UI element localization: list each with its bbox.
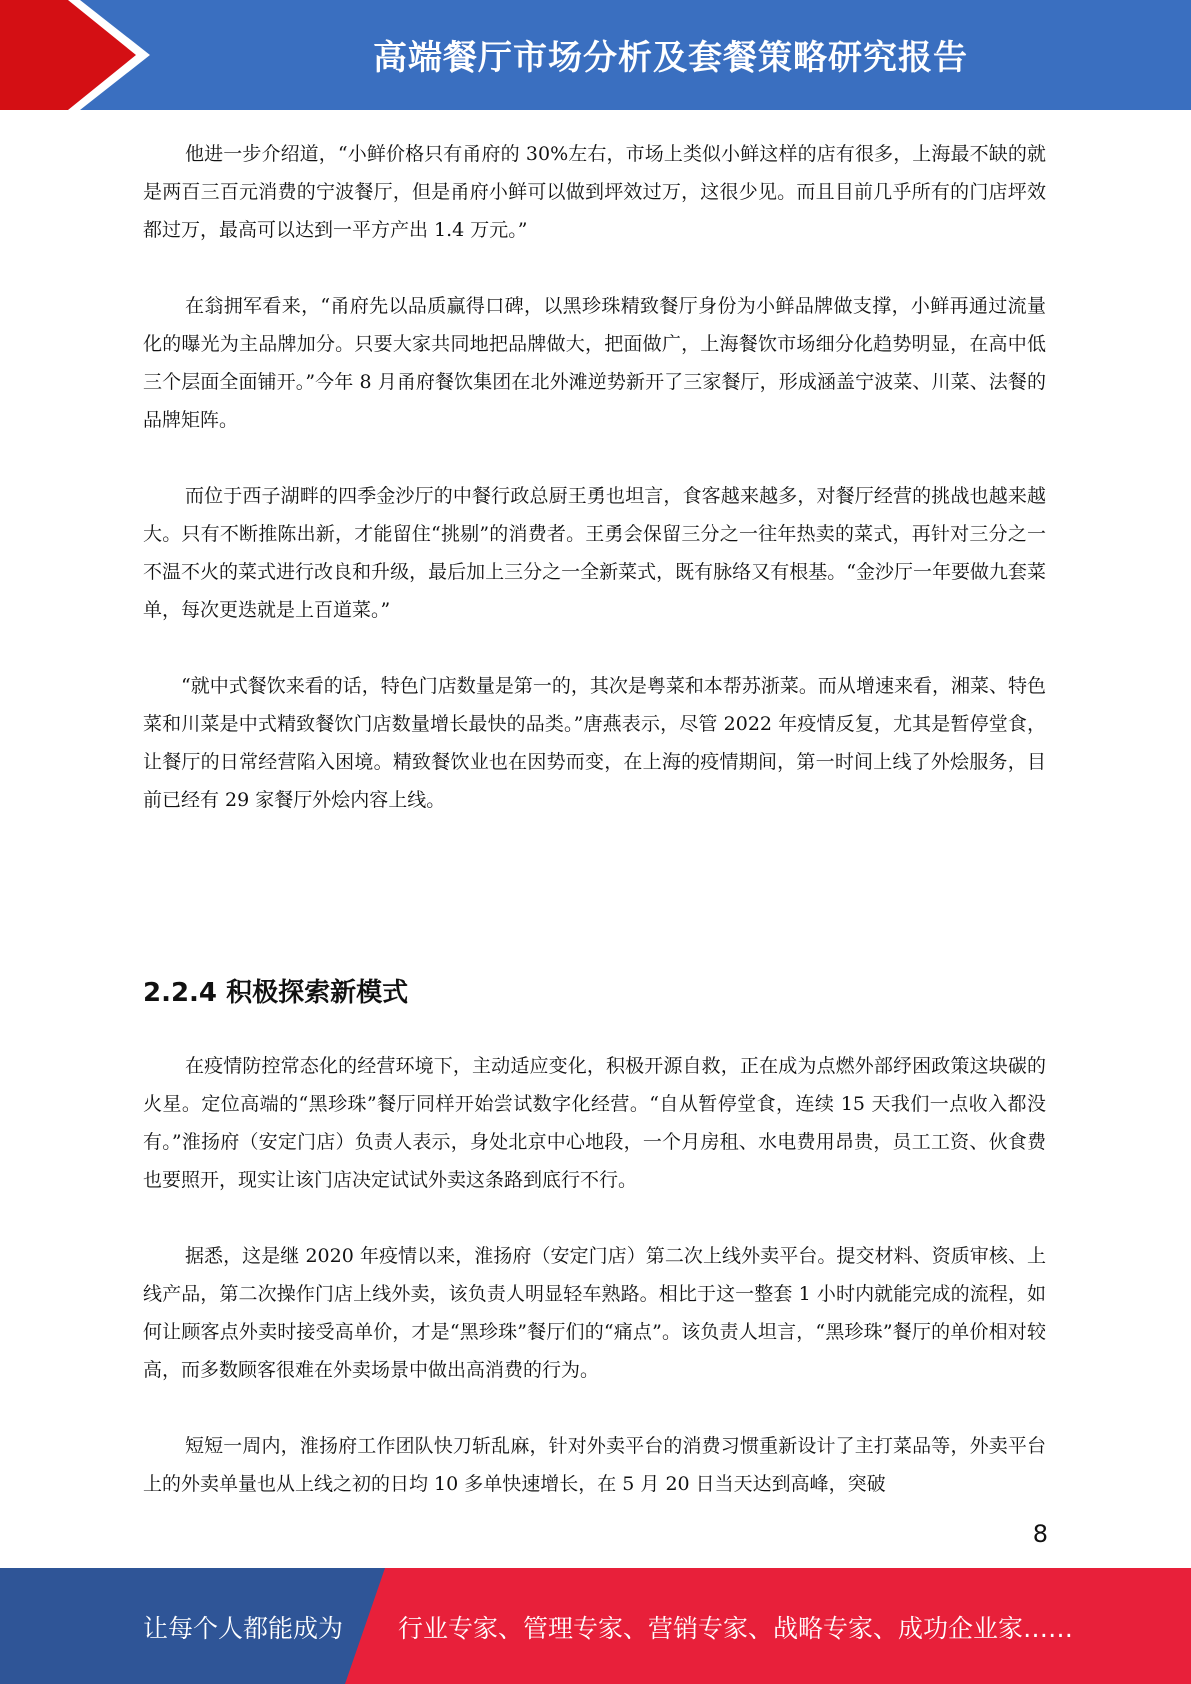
- paragraph: 他进一步介绍道，“小鲜价格只有甬府的 30%左右，市场上类似小鲜这样的店有很多，上海最不缺的就是两百三百元消费的宁波餐厅，但是甬府小鲜可以做到坪效过万，这很少见。而且目前几乎所有的门店坪效都过万，最高可以达到一平方产出 1.4 万元。”: [143, 143, 1046, 241]
- body-top: [143, 135, 1046, 819]
- page-number: 8: [1032, 1520, 1048, 1548]
- paragraph: 在翁拥军看来，“甬府先以品质赢得口碑，以黑珍珠精致餐厅身份为小鲜品牌做支撑，小鲜再通过流量化的曝光为主品牌加分。只要大家共同地把品牌做大，把面做广，上海餐饮市场细分化趋势明显，在高中低三个层面全面铺开。”今年 8 月甬府餐饮集团在北外滩逆势新开了三家餐厅，形成涵盖宁波菜、川菜、法餐的品牌矩阵。: [143, 295, 1046, 431]
- footer-slogan-right: 行业专家、管理专家、营销专家、战略专家、成功企业家……: [398, 1614, 1074, 1643]
- section-heading: 2.2.4 积极探索新模式: [143, 978, 409, 1008]
- header-title: 高端餐厅市场分析及套餐策略研究报告: [373, 38, 968, 78]
- paragraph: 而位于西子湖畔的四季金沙厅的中餐行政总厨王勇也坦言，食客越来越多，对餐厅经营的挑战也越来越大。只有不断推陈出新，才能留住“挑剔”的消费者。王勇会保留三分之一往年热卖的菜式，再针对三分之一不温不火的菜式进行改良和升级，最后加上三分之一全新菜式，既有脉络又有根基。“金沙厅一年要做九套菜单，每次更迭就是上百道菜。”: [143, 485, 1046, 621]
- footer-slogan-left: 让每个人都能成为: [143, 1614, 344, 1643]
- paragraph: 在疫情防控常态化的经营环境下，主动适应变化，积极开源自救，正在成为点燃外部纾困政策这块碳的火星。定位高端的“黑珍珠”餐厅同样开始尝试数字化经营。“自从暂停堂食，连续 15 天我们一点收入都没有。”淮扬府（安定门店）负责人表示，身处北京中心地段，一个月房租、水电费用昂贵，员工工资、伙食费也要照开，现实让该门店决定试试外卖这条路到底行不行。: [143, 1055, 1046, 1191]
- page-footer: [0, 1568, 1191, 1684]
- paragraph: 短短一周内，淮扬府工作团队快刀斩乱麻，针对外卖平台的消费习惯重新设计了主打菜品等，外卖平台上的外卖单量也从上线之初的日均 10 多单快速增长，在 5 月 20 日当天达到高峰，突破: [143, 1435, 1046, 1495]
- paragraph: “就中式餐饮来看的话，特色门店数量是第一的，其次是粤菜和本帮苏浙菜。而从增速来看，湘菜、特色菜和川菜是中式精致餐饮门店数量增长最快的品类。”唐燕表示，尽管 2022 年疫情反复，尤其是暂停堂食，让餐厅的日常经营陷入困境。精致餐饮业也在因势而变，在上海的疫情期间，第一时间上线了外烩服务，目前已经有 29 家餐厅外烩内容上线。: [143, 675, 1046, 811]
- paragraph: 据悉，这是继 2020 年疫情以来，淮扬府（安定门店）第二次上线外卖平台。提交材料、资质审核、上线产品，第二次操作门店上线外卖，该负责人明显轻车熟路。相比于这一整套 1 小时内就能完成的流程，如何让顾客点外卖时接受高单价，才是“黑珍珠”餐厅们的“痛点”。该负责人坦言，“黑珍珠”餐厅的单价相对较高，而多数顾客很难在外卖场景中做出高消费的行为。: [143, 1245, 1046, 1381]
- page-header: [0, 0, 1191, 110]
- header-chevron-icon: [0, 0, 160, 110]
- body-bottom: [143, 1047, 1046, 1503]
